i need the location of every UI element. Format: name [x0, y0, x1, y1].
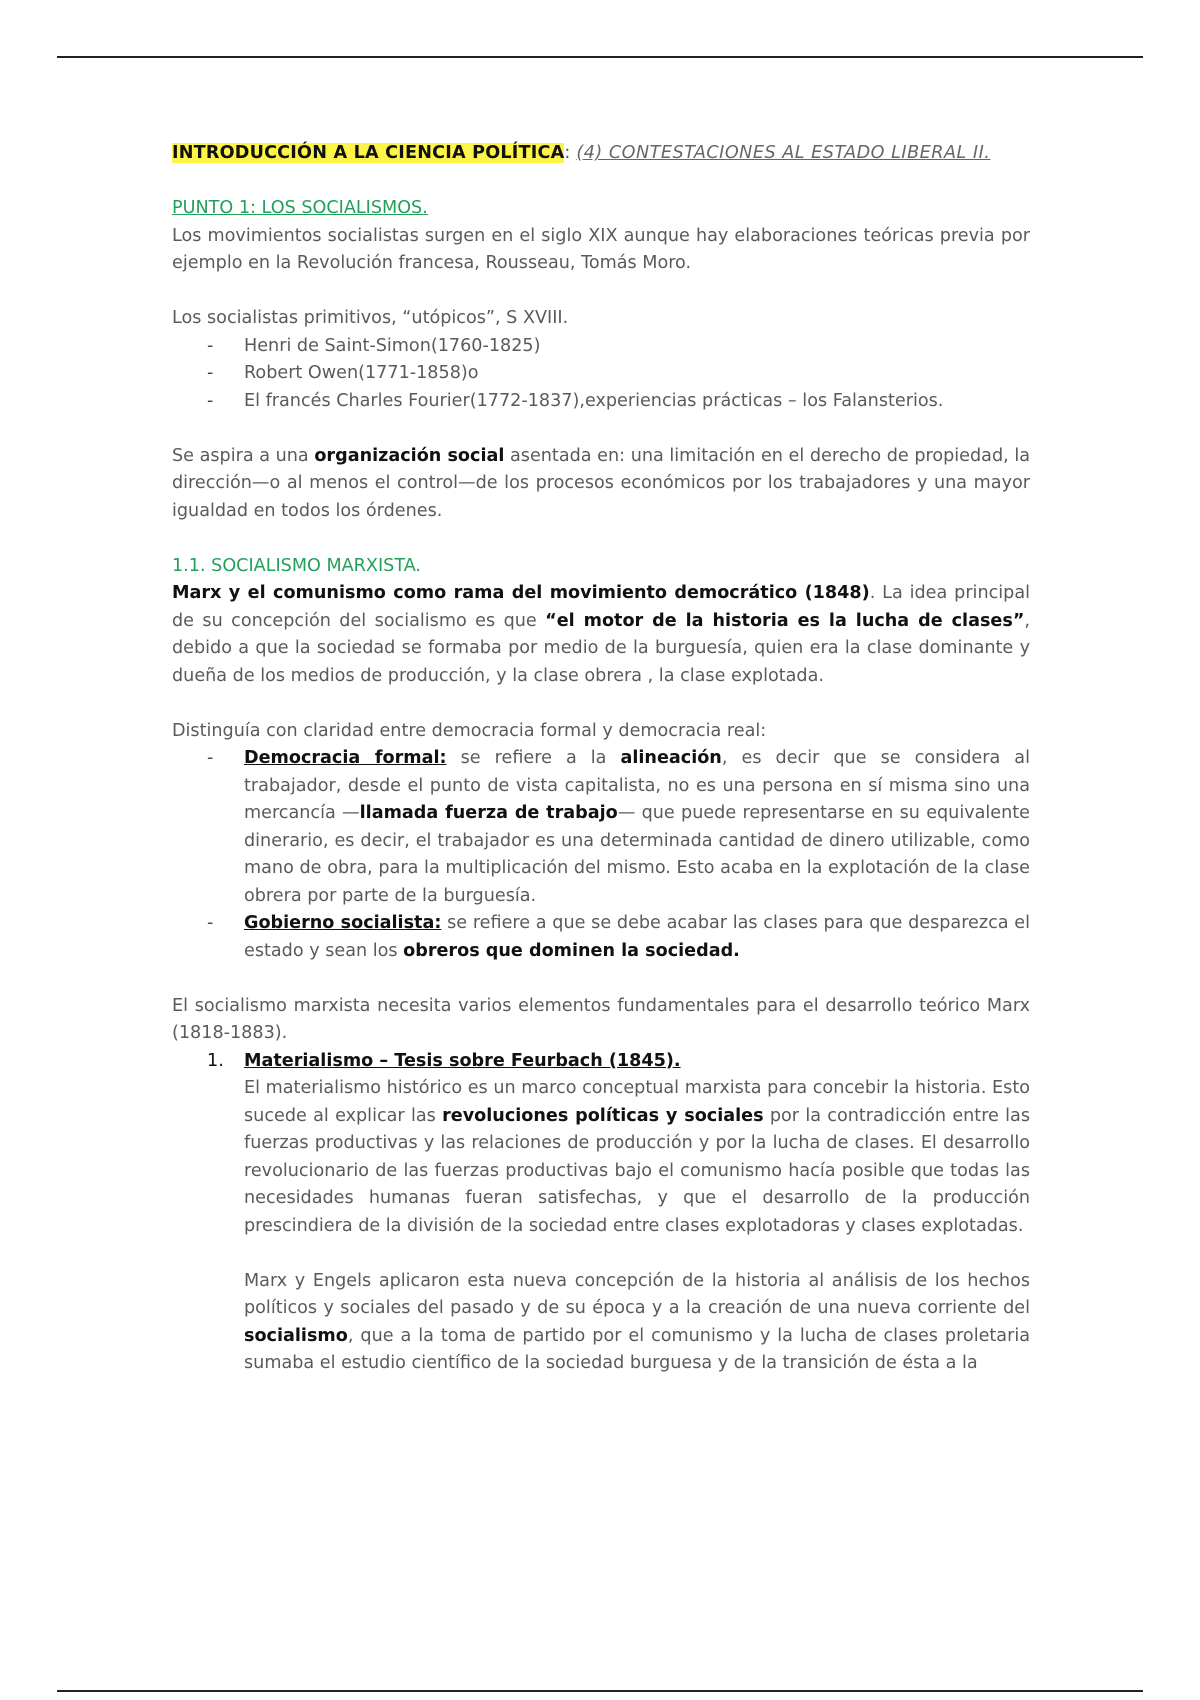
text-run: , es decir que se considera al trabajador, desde el punto de vista capitalista, no es una persona en sí misma sino una mercancía —: [244, 748, 1030, 823]
document-title: [172, 140, 1030, 168]
bold-quote: “el motor de la historia es la lucha de clases”: [545, 610, 1025, 631]
text-run: Se aspira a una: [172, 445, 315, 466]
paragraph-intro: Los movimientos socialistas surgen en el siglo XIX aunque hay elaboraciones teóricas previa por ejemplo en la Revolución francesa, Rousseau, Tomás Moro.: [172, 225, 1030, 273]
utopian-list: [172, 333, 1030, 416]
title-separator: :: [564, 143, 571, 163]
bold-term: obreros que dominen la sociedad.: [403, 940, 740, 961]
text-run: El materialismo histórico es un marco conceptual marxista para concebir la historia. Esto sucede al explicar las: [244, 1078, 1030, 1126]
paragraph-engels: [244, 1268, 1030, 1378]
paragraph-distinguia: Distinguía con claridad entre democracia formal y democracia real:: [172, 720, 767, 741]
democracy-list: [172, 745, 1030, 910]
text-run: . La idea principal de su concepción del socialismo es que: [172, 583, 1030, 631]
bold-term: socialismo: [244, 1325, 348, 1346]
text-run: se refiere a la: [446, 748, 621, 768]
elements-list: [172, 1048, 1030, 1378]
term-label: Democracia formal:: [244, 748, 447, 768]
bold-term: llamada fuerza de trabajo: [359, 803, 618, 823]
bold-term: Marx y el comunismo como rama del movimiento democrático (1848): [172, 583, 870, 603]
paragraph-primitivos: Los socialistas primitivos, “utópicos”, S XVIII.: [172, 308, 569, 328]
paragraph-marx: [172, 580, 1030, 690]
list-item: - El francés Charles Fourier(1772-1837),experiencias prácticas – los Falansterios.: [172, 388, 1030, 416]
text-run: Marx y Engels aplicaron esta nueva concepción de la historia al análisis de los hechos políticos y sociales del pasado y de su época y a la creación de una nueva corriente del: [244, 1270, 1030, 1318]
list-item: - Robert Owen(1771-1858)o: [172, 360, 1030, 388]
bold-term: revoluciones políticas y sociales: [442, 1105, 764, 1126]
bold-term: organización social: [314, 445, 505, 466]
bold-term: alineación: [620, 748, 722, 768]
text-run: por la contradicción entre las fuerzas productivas y las relaciones de producción y por la lucha de clases. El desarrollo revolucionario de las fuerzas productivas bajo el comunismo hacía posible que todas las necesidades humanas fueran satisfechas, y que el desarrollo de la producción prescindiera de la división de la sociedad entre clases explotadoras y clases explotadas.: [244, 1105, 1031, 1236]
section-heading-marxista: 1.1. SOCIALISMO MARXISTA.: [172, 555, 422, 576]
bottom-rule: [57, 1690, 1143, 1692]
list-number: 1.: [207, 1050, 224, 1071]
gobierno-list: [172, 910, 1030, 965]
text-run: se refiere a que se debe acabar las clases para que desparezca el estado y sean los: [244, 913, 1030, 961]
title-subtitle: (4) CONTESTACIONES AL ESTADO LIBERAL II.: [576, 143, 991, 163]
top-rule: [57, 56, 1143, 58]
list-item: - Henri de Saint-Simon(1760-1825): [172, 333, 1030, 361]
title-highlight: INTRODUCCIÓN A LA CIENCIA POLÍTICA: [172, 143, 565, 163]
list-item-democracia-formal: [172, 745, 1030, 910]
document-body: [172, 140, 1030, 1378]
list-item-materialismo: [172, 1048, 1030, 1378]
text-run: , debido a que la sociedad se formaba por medio de la burguesía, quien era la clase dominante y dueña de los medios de producción, y la clase obrera , la clase explotada.: [172, 610, 1030, 686]
section-heading-socialismos: PUNTO 1: LOS SOCIALISMOS.: [172, 198, 428, 218]
item-heading: Materialismo – Tesis sobre Feurbach (1845).: [244, 1050, 681, 1071]
text-run: , que a la toma de partido por el comunismo y la lucha de clases proletaria sumaba el estudio científico de la sociedad burguesa y de la transición de ésta a la: [244, 1325, 1030, 1373]
term-label: Gobierno socialista:: [244, 913, 442, 933]
text-run: — que puede representarse en su equivalente dinerario, es decir, el trabajador es una determinada cantidad de dinero utilizable, como mano de obra, para la multiplicación del mismo. Esto acaba en la explotación de la clase obrera por parte de la burguesía.: [244, 803, 1031, 906]
paragraph-elementos: El socialismo marxista necesita varios elementos fundamentales para el desarrollo teórico Marx (1818-1883).: [172, 995, 1030, 1043]
list-item-gobierno-socialista: [172, 910, 1030, 965]
paragraph-materialismo: [244, 1075, 1030, 1240]
paragraph-organizacion: [172, 443, 1030, 526]
text-run: asentada en: una limitación en el derecho de propiedad, la dirección—o al menos el control—de los procesos económicos por los trabajadores y una mayor igualdad en todos los órdenes.: [172, 445, 1030, 521]
